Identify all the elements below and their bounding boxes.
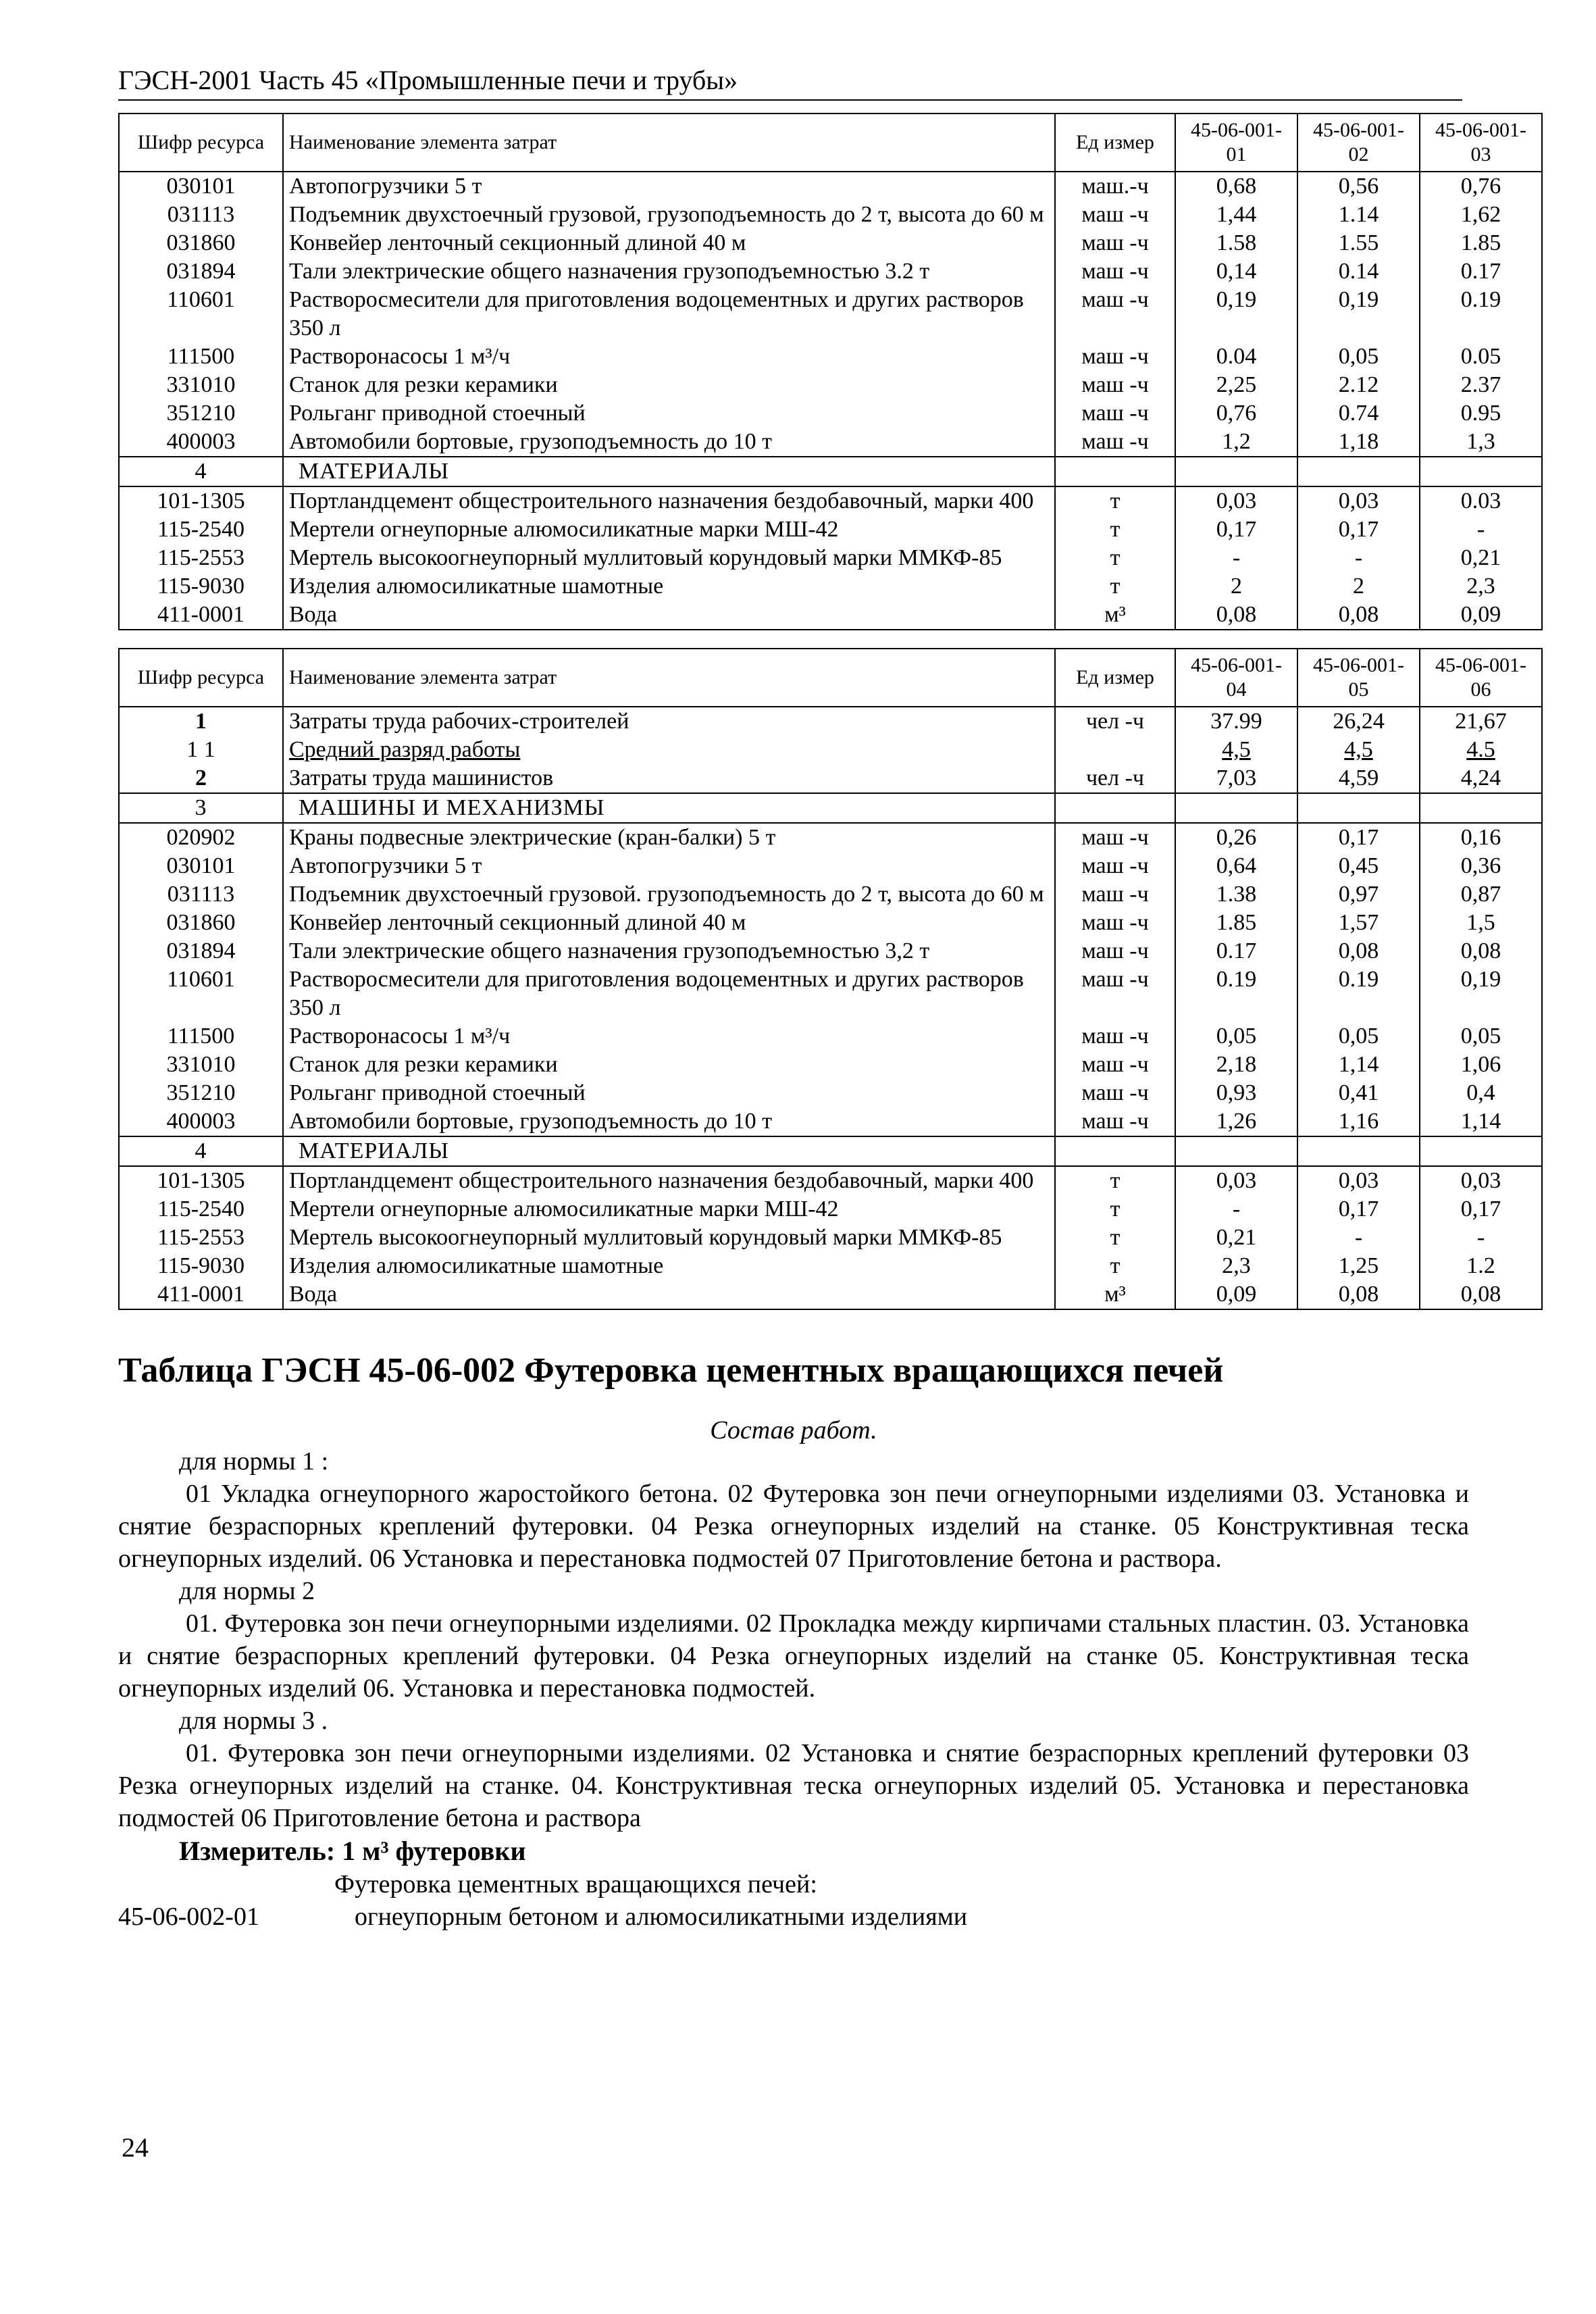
resource-code: 031894 xyxy=(119,257,283,286)
table-row xyxy=(119,572,1542,601)
norm-value: 0,36 xyxy=(1420,852,1542,880)
section-row xyxy=(119,793,1542,823)
norm-value: 0,03 xyxy=(1420,1166,1542,1195)
resource-name: Станок для резки керамики xyxy=(283,1051,1055,1079)
resource-code: 030101 xyxy=(119,852,283,880)
resource-unit: маш -ч xyxy=(1055,1051,1175,1079)
norm-value: 1,44 xyxy=(1175,201,1297,229)
resource-unit: маш -ч xyxy=(1055,286,1175,343)
resource-unit: маш -ч xyxy=(1055,909,1175,937)
table-row xyxy=(119,965,1542,1022)
resource-code: 115-2540 xyxy=(119,515,283,544)
table-row xyxy=(119,286,1542,343)
page-number: 24 xyxy=(122,2132,149,2163)
norm-value: 4.5 xyxy=(1420,736,1542,764)
resource-name: Мертели огнеупорные алюмосиликатные марки МШ-42 xyxy=(283,1195,1055,1224)
resource-name: Вода xyxy=(283,601,1055,630)
table-row xyxy=(119,257,1542,286)
resource-name: Автопогрузчики 5 т xyxy=(283,172,1055,201)
col-header-norm: 45-06-001-03 xyxy=(1420,114,1542,172)
norm-code: 45-06-002-01 xyxy=(118,1903,259,1931)
resource-unit: маш -ч xyxy=(1055,343,1175,371)
norm-value: 0,45 xyxy=(1297,852,1420,880)
table-row xyxy=(119,1280,1542,1309)
resource-code: 4 xyxy=(119,1136,283,1166)
norm-value: 0.19 xyxy=(1297,965,1420,1022)
norm-value: 21,67 xyxy=(1420,707,1542,736)
norm-value: 0,05 xyxy=(1175,1022,1297,1051)
norm-value: 0,76 xyxy=(1175,399,1297,428)
resource-name: Станок для резки керамики xyxy=(283,371,1055,399)
resource-name: Изделия алюмосиликатные шамотные xyxy=(283,572,1055,601)
col-header-unit: Ед измер xyxy=(1055,114,1175,172)
resource-code: 030101 xyxy=(119,172,283,201)
norm-value: 0,03 xyxy=(1175,486,1297,515)
section-title: Таблица ГЭСН 45-06-002 Футеровка цементных вращающихся печей xyxy=(118,1351,1224,1390)
resource-unit: т xyxy=(1055,1195,1175,1224)
norm1-text: 01 Укладка огнеупорного жаростойкого бетона. 02 Футеровка зон печи огнеупорными изделиями 03. Установка и снятие безраспорных креплений футеровки. 04 Резка огнеупорных изделий на станке. 05 Конструктивная теска огнеупорных изделий. 06 Установка и перестановка подмостей 07 Приготовление бетона и раствора. xyxy=(118,1480,1469,1573)
norm-value: 1,25 xyxy=(1297,1252,1420,1280)
resource-unit: т xyxy=(1055,515,1175,544)
resource-name: МАТЕРИАЛЫ xyxy=(283,1136,1055,1166)
resource-name: Конвейер ленточный секционный длиной 40 м xyxy=(283,909,1055,937)
resource-name: Растворосмесители для приготовления водоцементных и других растворов 350 л xyxy=(283,965,1055,1022)
resource-name: Растворонасосы 1 м³/ч xyxy=(283,343,1055,371)
col-header-code: Шифр ресурса xyxy=(119,114,283,172)
norm-value: 0,41 xyxy=(1297,1079,1420,1107)
norm-value: 2,3 xyxy=(1175,1252,1297,1280)
norm-value: 0,19 xyxy=(1297,286,1420,343)
table-row xyxy=(119,428,1542,457)
norm-value: 26,24 xyxy=(1297,707,1420,736)
table-row xyxy=(119,399,1542,428)
resource-unit: маш -ч xyxy=(1055,852,1175,880)
resource-code: 331010 xyxy=(119,1051,283,1079)
resource-code: 031860 xyxy=(119,229,283,257)
resource-code: 031113 xyxy=(119,880,283,909)
resource-unit: маш -ч xyxy=(1055,1022,1175,1051)
norm-value: 0.04 xyxy=(1175,343,1297,371)
resource-name: МАТЕРИАЛЫ xyxy=(283,457,1055,486)
resource-unit: м³ xyxy=(1055,1280,1175,1309)
col-header-norm: 45-06-001-02 xyxy=(1297,114,1420,172)
norm-value: 0,08 xyxy=(1175,601,1297,630)
resource-unit: м³ xyxy=(1055,601,1175,630)
resource-code: 110601 xyxy=(119,965,283,1022)
norm-value: - xyxy=(1420,1224,1542,1252)
norm-value: 1.85 xyxy=(1420,229,1542,257)
resource-name: Мертель высокоогнеупорный муллитовый корундовый марки ММКФ-85 xyxy=(283,1224,1055,1252)
resource-unit: маш -ч xyxy=(1055,201,1175,229)
norm-value: 0,08 xyxy=(1297,601,1420,630)
norm-value: 0.05 xyxy=(1420,343,1542,371)
resource-code: 111500 xyxy=(119,343,283,371)
resource-name: Подъемник двухстоечный грузовой. грузоподъемность до 2 т, высота до 60 м xyxy=(283,880,1055,909)
resource-unit: т xyxy=(1055,572,1175,601)
table-row xyxy=(119,1252,1542,1280)
table-row xyxy=(119,937,1542,965)
resource-name: Затраты труда рабочих-строителей xyxy=(283,707,1055,736)
resource-unit: т xyxy=(1055,1252,1175,1280)
measure-unit xyxy=(118,1834,1496,1868)
norm-value: 0,97 xyxy=(1297,880,1420,909)
norm-value: 0,17 xyxy=(1297,823,1420,852)
resource-code: 031113 xyxy=(119,201,283,229)
norm-value: 0,19 xyxy=(1420,965,1542,1022)
norm-value: 0.17 xyxy=(1420,257,1542,286)
norm-value: 1,18 xyxy=(1297,428,1420,457)
subtitle: Футеровка цементных вращающихся печей: xyxy=(334,1870,817,1898)
norm-value: 0,05 xyxy=(1297,343,1420,371)
norm-value: 2,25 xyxy=(1175,371,1297,399)
norm-value: 0,08 xyxy=(1420,1280,1542,1309)
norm-value: 1,57 xyxy=(1297,909,1420,937)
col-header-name: Наименование элемента затрат xyxy=(283,649,1055,707)
resource-unit: маш.-ч xyxy=(1055,172,1175,201)
resource-name: Подъемник двухстоечный грузовой, грузоподъемность до 2 т, высота до 60 м xyxy=(283,201,1055,229)
norm-value: 1.58 xyxy=(1175,229,1297,257)
resource-unit: т xyxy=(1055,486,1175,515)
col-header-unit: Ед измер xyxy=(1055,649,1175,707)
norm-value: 37.99 xyxy=(1175,707,1297,736)
norm-value: 0.19 xyxy=(1175,965,1297,1022)
resource-code: 351210 xyxy=(119,399,283,428)
norm-value: 0,09 xyxy=(1175,1280,1297,1309)
norm-value: 0,17 xyxy=(1297,1195,1420,1224)
norm-value: 0,19 xyxy=(1175,286,1297,343)
resource-unit: маш -ч xyxy=(1055,1079,1175,1107)
table-row xyxy=(119,736,1542,764)
resource-code: 400003 xyxy=(119,428,283,457)
norm2-label: для нормы 2 xyxy=(179,1577,315,1605)
table-row xyxy=(119,909,1542,937)
norm-value: 4,59 xyxy=(1297,764,1420,793)
resource-name: Мертели огнеупорные алюмосиликатные марки МШ-42 xyxy=(283,515,1055,544)
resource-table-1 xyxy=(118,113,1543,630)
resource-name: Вода xyxy=(283,1280,1055,1309)
table-row xyxy=(119,1107,1542,1136)
norm-value: 4,5 xyxy=(1297,736,1420,764)
table-row xyxy=(119,229,1542,257)
resource-code: 1 1 xyxy=(119,736,283,764)
norm-value: 2.37 xyxy=(1420,371,1542,399)
norm-value: 4,5 xyxy=(1175,736,1297,764)
norm-value xyxy=(1175,457,1297,486)
table-row xyxy=(119,764,1542,793)
norm3-label: для нормы 3 . xyxy=(179,1707,328,1735)
composition-title: Состав работ. xyxy=(710,1416,877,1444)
resource-unit: т xyxy=(1055,1166,1175,1195)
resource-unit: маш -ч xyxy=(1055,880,1175,909)
norm-value: 1,26 xyxy=(1175,1107,1297,1136)
norm-value: 1,14 xyxy=(1420,1107,1542,1136)
resource-name: Затраты труда машинистов xyxy=(283,764,1055,793)
resource-unit: маш -ч xyxy=(1055,1107,1175,1136)
norm-value: 0.95 xyxy=(1420,399,1542,428)
resource-name: Портландцемент общестроительного назначения бездобавочный, марки 400 xyxy=(283,486,1055,515)
norm-value: 0,93 xyxy=(1175,1079,1297,1107)
resource-unit: маш -ч xyxy=(1055,399,1175,428)
norm-value: 0,03 xyxy=(1297,1166,1420,1195)
document-page xyxy=(118,64,1526,1933)
resource-name: Тали электрические общего назначения грузоподъемностью 3,2 т xyxy=(283,937,1055,965)
norm-value: 0,64 xyxy=(1175,852,1297,880)
resource-unit: маш -ч xyxy=(1055,229,1175,257)
resource-code: 020902 xyxy=(119,823,283,852)
table-row xyxy=(119,486,1542,515)
norm-value: 0,17 xyxy=(1175,515,1297,544)
norm-value: 1.2 xyxy=(1420,1252,1542,1280)
table-row xyxy=(119,1079,1542,1107)
resource-code: 3 xyxy=(119,793,283,823)
table-row xyxy=(119,707,1542,736)
resource-code: 101-1305 xyxy=(119,1166,283,1195)
norm-value: 0,14 xyxy=(1175,257,1297,286)
norm-value: 1,2 xyxy=(1175,428,1297,457)
section-row xyxy=(119,457,1542,486)
table-row xyxy=(119,371,1542,399)
norm-value: 1,14 xyxy=(1297,1051,1420,1079)
resource-unit xyxy=(1055,457,1175,486)
resource-unit xyxy=(1055,1136,1175,1166)
norm-value xyxy=(1297,1136,1420,1166)
norm1-label: для нормы 1 : xyxy=(179,1447,329,1476)
col-header-norm: 45-06-001-01 xyxy=(1175,114,1297,172)
norm-value: - xyxy=(1175,1195,1297,1224)
resource-code: 351210 xyxy=(119,1079,283,1107)
norm-value: - xyxy=(1297,1224,1420,1252)
resource-code: 331010 xyxy=(119,371,283,399)
resource-name: Автомобили бортовые, грузоподъемность до 10 т xyxy=(283,1107,1055,1136)
col-header-norm: 45-06-001-04 xyxy=(1175,649,1297,707)
resource-code: 111500 xyxy=(119,1022,283,1051)
resource-name: Средний разряд работы xyxy=(283,736,1055,764)
resource-name: Мертель высокоогнеупорный муллитовый корундовый марки ММКФ-85 xyxy=(283,544,1055,572)
norm-value: 4,24 xyxy=(1420,764,1542,793)
resource-code: 115-9030 xyxy=(119,1252,283,1280)
norm3-text: 01. Футеровка зон печи огнеупорными изделиями. 02 Установка и снятие безраспорных креплений футеровки 03 Резка огнеупорных изделий на станке. 04. Конструктивная теска огнеупорных изделий 05. Установка и перестановка подмостей 06 Приготовление бетона и раствора xyxy=(118,1739,1469,1832)
norm-value: 1,16 xyxy=(1297,1107,1420,1136)
norm-value: 0,03 xyxy=(1175,1166,1297,1195)
resource-unit: маш -ч xyxy=(1055,965,1175,1022)
norm-value: 1,5 xyxy=(1420,909,1542,937)
norm-value: 0.03 xyxy=(1420,486,1542,515)
resource-name: Рольганг приводной стоечный xyxy=(283,1079,1055,1107)
norm-value: 7,03 xyxy=(1175,764,1297,793)
resource-name: Автомобили бортовые, грузоподъемность до 10 т xyxy=(283,428,1055,457)
table-row xyxy=(119,1224,1542,1252)
resource-unit: маш -ч xyxy=(1055,371,1175,399)
norm-value: 0,56 xyxy=(1297,172,1420,201)
table-row xyxy=(119,544,1542,572)
norm-value: 1,06 xyxy=(1420,1051,1542,1079)
resource-unit xyxy=(1055,736,1175,764)
table-row xyxy=(119,201,1542,229)
resource-code: 115-2540 xyxy=(119,1195,283,1224)
resource-unit: маш -ч xyxy=(1055,937,1175,965)
table-row xyxy=(119,823,1542,852)
resource-name: Портландцемент общестроительного назначения бездобавочный, марки 400 xyxy=(283,1166,1055,1195)
resource-code: 2 xyxy=(119,764,283,793)
norm-value: 2,18 xyxy=(1175,1051,1297,1079)
resource-unit: чел -ч xyxy=(1055,707,1175,736)
resource-code: 411-0001 xyxy=(119,601,283,630)
norm-value: 0,76 xyxy=(1420,172,1542,201)
resource-unit: маш -ч xyxy=(1055,257,1175,286)
norm-value: 0,08 xyxy=(1297,1280,1420,1309)
norm-value xyxy=(1420,793,1542,823)
norm-value: 0,16 xyxy=(1420,823,1542,852)
norm-value xyxy=(1297,457,1420,486)
resource-unit: маш -ч xyxy=(1055,428,1175,457)
resource-name: Растворонасосы 1 м³/ч xyxy=(283,1022,1055,1051)
resource-code: 031860 xyxy=(119,909,283,937)
col-header-norm: 45-06-001-06 xyxy=(1420,649,1542,707)
measure-text: Измеритель: 1 м³ футеровки xyxy=(179,1836,526,1866)
resource-name: МАШИНЫ И МЕХАНИЗМЫ xyxy=(283,793,1055,823)
norm-value: 0.14 xyxy=(1297,257,1420,286)
norm-value: 2 xyxy=(1175,572,1297,601)
norm-value: 0,17 xyxy=(1420,1195,1542,1224)
resource-code: 110601 xyxy=(119,286,283,343)
table-row xyxy=(119,172,1542,201)
table-row xyxy=(119,880,1542,909)
norm-value: 0,05 xyxy=(1420,1022,1542,1051)
norm-value: 0,68 xyxy=(1175,172,1297,201)
resource-code: 101-1305 xyxy=(119,486,283,515)
section-row xyxy=(119,1136,1542,1166)
norm-value: 0.17 xyxy=(1175,937,1297,965)
norm-value: 1,62 xyxy=(1420,201,1542,229)
norm-value: 1.55 xyxy=(1297,229,1420,257)
resource-code: 400003 xyxy=(119,1107,283,1136)
resource-unit: маш -ч xyxy=(1055,823,1175,852)
resource-code: 4 xyxy=(119,457,283,486)
norm-code-row xyxy=(118,1901,1496,1933)
resource-code: 115-2553 xyxy=(119,544,283,572)
resource-unit: т xyxy=(1055,544,1175,572)
resource-code: 1 xyxy=(119,707,283,736)
resource-name: Рольганг приводной стоечный xyxy=(283,399,1055,428)
table-row xyxy=(119,1022,1542,1051)
resource-name: Изделия алюмосиликатные шамотные xyxy=(283,1252,1055,1280)
table-row xyxy=(119,1195,1542,1224)
table-row xyxy=(119,515,1542,544)
norm-value: - xyxy=(1297,544,1420,572)
norm-value: 0,26 xyxy=(1175,823,1297,852)
norm-value xyxy=(1175,1136,1297,1166)
norm-value xyxy=(1420,457,1542,486)
norm-value: 0.19 xyxy=(1420,286,1542,343)
norm-value: 0.74 xyxy=(1297,399,1420,428)
col-header-norm: 45-06-001-05 xyxy=(1297,649,1420,707)
norm-value: 1,3 xyxy=(1420,428,1542,457)
norm-value: 2.12 xyxy=(1297,371,1420,399)
resource-unit: чел -ч xyxy=(1055,764,1175,793)
norm-value: 0,03 xyxy=(1297,486,1420,515)
norm-value: 0,4 xyxy=(1420,1079,1542,1107)
norm-value xyxy=(1420,1136,1542,1166)
resource-name: Тали электрические общего назначения грузоподъемностью 3.2 т xyxy=(283,257,1055,286)
resource-table-2 xyxy=(118,648,1543,1310)
norm-value: 0,09 xyxy=(1420,601,1542,630)
col-header-code: Шифр ресурса xyxy=(119,649,283,707)
table-row xyxy=(119,1051,1542,1079)
norm-value: 0,17 xyxy=(1297,515,1420,544)
table-row xyxy=(119,601,1542,630)
resource-code: 031894 xyxy=(119,937,283,965)
norm-value: 0,08 xyxy=(1297,937,1420,965)
norm-value: 0,21 xyxy=(1420,544,1542,572)
resource-name: Краны подвесные электрические (кран-балки) 5 т xyxy=(283,823,1055,852)
resource-code: 411-0001 xyxy=(119,1280,283,1309)
norm-value: 0,87 xyxy=(1420,880,1542,909)
norm-value xyxy=(1297,793,1420,823)
resource-unit: т xyxy=(1055,1224,1175,1252)
resource-unit xyxy=(1055,793,1175,823)
norm-value: 1.85 xyxy=(1175,909,1297,937)
resource-code: 115-9030 xyxy=(119,572,283,601)
norm-value: 0,21 xyxy=(1175,1224,1297,1252)
norm-value: - xyxy=(1175,544,1297,572)
norm-value: 2 xyxy=(1297,572,1420,601)
norm-value: - xyxy=(1420,515,1542,544)
resource-name: Растворосмесители для приготовления водоцементных и других растворов 350 л xyxy=(283,286,1055,343)
norm-value: 1.38 xyxy=(1175,880,1297,909)
table-row xyxy=(119,1166,1542,1195)
norm-value: 0,05 xyxy=(1297,1022,1420,1051)
table-row xyxy=(119,343,1542,371)
norm-value: 2,3 xyxy=(1420,572,1542,601)
resource-code: 115-2553 xyxy=(119,1224,283,1252)
col-header-name: Наименование элемента затрат xyxy=(283,114,1055,172)
page-header: ГЭСН-2001 Часть 45 «Промышленные печи и трубы» xyxy=(118,64,1462,101)
norm-value: 0,08 xyxy=(1420,937,1542,965)
norm-value: 1.14 xyxy=(1297,201,1420,229)
table-row xyxy=(119,852,1542,880)
norm-code-text: огнеупорным бетоном и алюмосиликатными изделиями xyxy=(355,1903,968,1931)
resource-name: Автопогрузчики 5 т xyxy=(283,852,1055,880)
resource-name: Конвейер ленточный секционный длиной 40 м xyxy=(283,229,1055,257)
norm2-text: 01. Футеровка зон печи огнеупорными изделиями. 02 Прокладка между кирпичами стальных пластин. 03. Установка и снятие безраспорных креплений футеровки. 04 Резка огнеупорных изделий на станке 05. Конструктивная теска огнеупорных изделий 06. Установка и перестановка подмостей. xyxy=(118,1609,1469,1703)
norm-value xyxy=(1175,793,1297,823)
